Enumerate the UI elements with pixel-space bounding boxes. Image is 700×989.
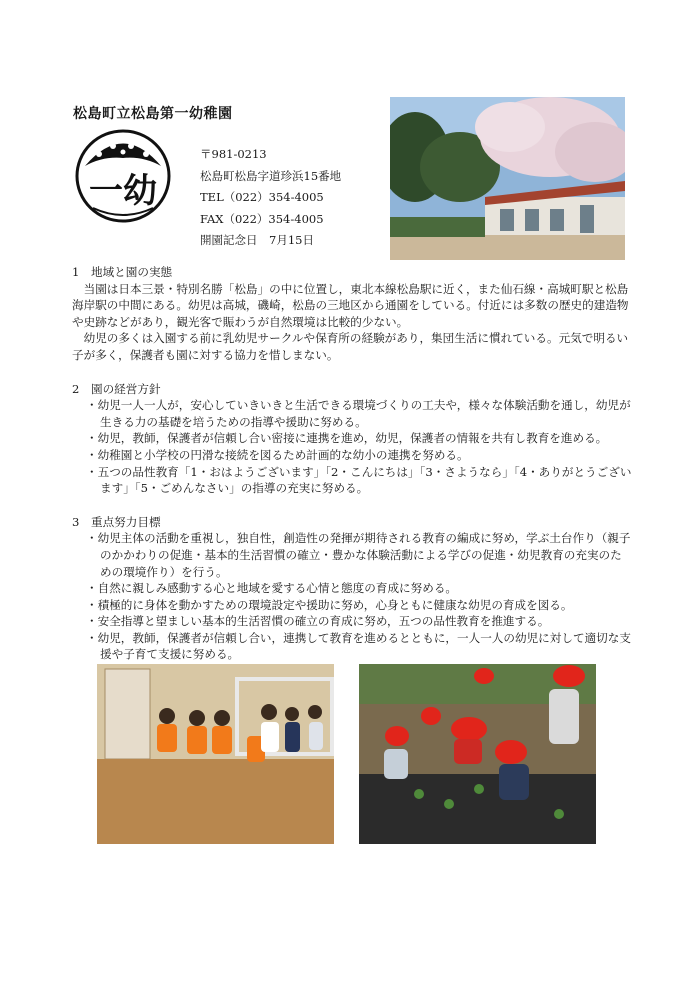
list-item: ・幼児主体の活動を重視し，独自性，創造性の発揮が期待される教育の編成に努め，学ぶ土台作り（親子のかかわりの促進・基本的生活習慣の確立・豊かな体験活動による学びの促進・幼児教育の充実のための環境作り）を行う。 [86,531,631,579]
list-item: ・幼児，教師，保護者が信頼し合い，連携して教育を進めるとともに，一人一人の幼児に対して適切な支援や子育て支援に努める。 [86,630,631,662]
document-body [72,264,632,663]
list-item: ・幼稚園と小学校の円滑な接続を図るため計画的な幼小の連携を努める。 [86,447,469,462]
paragraph: 当園は日本三景・特別名勝「松島」の中に位置し，東北本線松島駅に近く，また仙石線・高城町駅と松島海岸駅の中間にある。幼児は高城，磯崎，松島の三地区から通園をしている。付近には多数の歴史的建造物や史跡などがあり，観光客で賑わうが自然環境は比較的少ない。 [72,281,629,329]
list-item: ・安全指導と望ましい基本的生活習慣の確立の育成に努め，五つの品性教育を推進する。 [86,614,550,629]
paragraph: 幼児の多くは入園する前に乳幼児サークルや保育所の経験があり，集団生活に慣れている。元気で明るい子が多く，保護者も園に対する協力を惜しまない。 [72,331,629,362]
kindergarten-emblem-icon [73,126,173,226]
emblem-text: 一幼 [89,171,157,211]
kindergarten-building-photo [390,97,625,260]
list-item: ・自然に親しみ感動する心と地域を愛する心情と態度の育成に努める。 [86,581,458,596]
contact-info [200,144,341,252]
section-heading: 2 園の経営方針 [72,381,161,396]
phone-number: TEL（022）354-4005 [200,190,324,204]
address: 松島町松島字道珍浜15番地 [200,168,342,183]
section-heading: 3 重点努力目標 [72,514,161,529]
list-item: ・幼児一人一人が，安心していきいきと生活できる環境づくりの工夫や，様々な体験活動を通し，幼児が生きる力の基礎を培うための指導や援助に努める。 [86,398,631,429]
section-heading: 1 地域と園の実態 [72,265,173,279]
postal-code: 〒981-0213 [200,147,267,161]
list-item: ・積極的に身体を動かすための環境設定や援助に努め，心身ともに健康な幼児の育成を図る。 [86,597,573,612]
list-item: ・幼児，教師，保護者が信頼し合い密接に連携を進め，幼児，保護者の情報を共有し教育を進める。 [86,431,608,446]
goals-list [72,530,632,663]
policy-list [72,397,632,497]
fax-number: FAX（022）354-4005 [200,211,324,226]
page-title: 松島町立松島第一幼稚園 [73,106,233,122]
anniversary-date: 開園記念日 7月15日 [200,233,314,247]
gym-activity-photo [97,664,334,844]
list-item: ・五つの品性教育「1・おはようございます」「2・こんにちは」「3・さようなら」「4・ありがとうございます」「5・ごめんなさい」の指導の充実に努める。 [86,464,632,496]
gardening-activity-photo [359,664,596,844]
